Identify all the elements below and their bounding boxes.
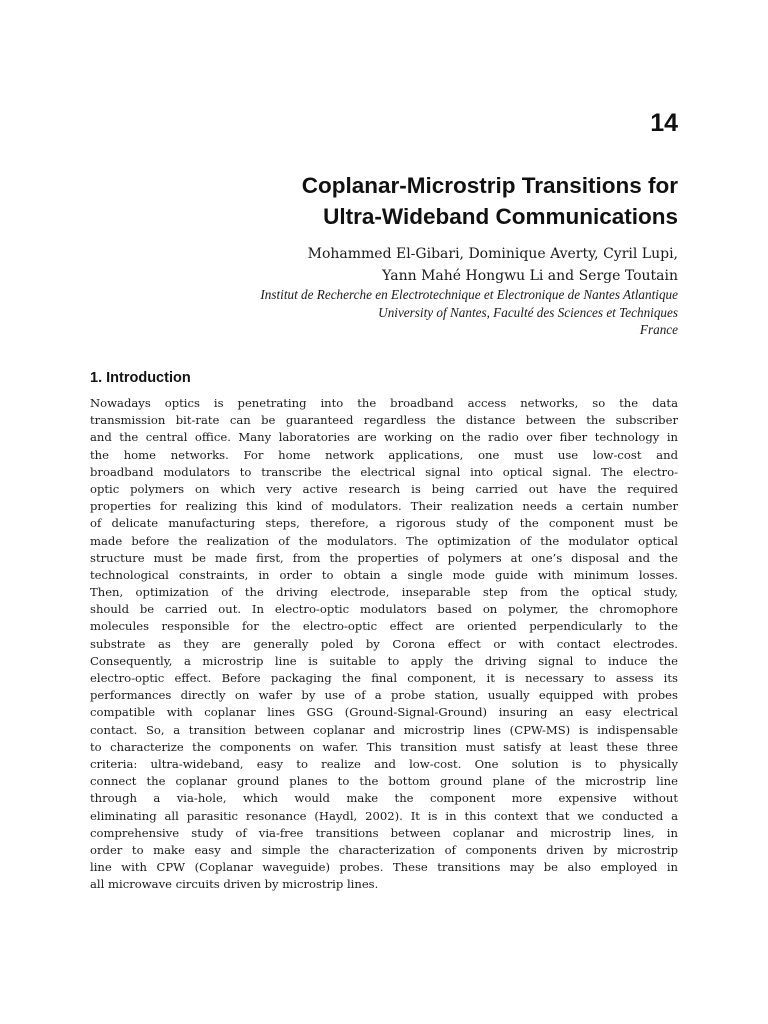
affiliation-line: University of Nantes, Faculté des Sciences et Techniques <box>378 304 678 320</box>
body-text-line: contact. So, a transition between coplanar and microstrip lines (CPW-MS) is indispensable <box>90 722 678 737</box>
body-text-line: the home networks. For home network applications, one must use low-cost and <box>90 447 678 462</box>
body-text-line: substrate as they are generally poled by Corona effect or with contact electrodes. <box>90 636 678 651</box>
body-text-line: eliminating all parasitic resonance (Haydl, 2002). It is in this context that we conducted a <box>90 808 678 823</box>
author-line: Mohammed El-Gibari, Dominique Averty, Cyril Lupi, <box>307 246 678 262</box>
body-text-line: through a via-hole, which would make the component more expensive without <box>90 791 678 806</box>
affiliation <box>78 286 678 339</box>
body-text-line: all microwave circuits driven by microstrip lines. <box>90 877 379 892</box>
body-text-line: structure must be made first, from the properties of polymers at one’s disposal and the <box>90 550 678 565</box>
chapter-number: 14 <box>650 109 678 137</box>
body-text-line: performances directly on wafer by use of a probe station, usually equipped with probes <box>90 688 678 703</box>
author-line: Yann Mahé Hongwu Li and Serge Toutain <box>382 268 678 284</box>
chapter-title-line: Coplanar-Microstrip Transitions for <box>301 173 678 198</box>
body-text-line: of delicate manufacturing steps, therefore, a rigorous study of the component must be <box>90 516 678 531</box>
body-text-line: connect the coplanar ground planes to the bottom ground plane of the microstrip line <box>90 774 678 789</box>
body-text-line: criteria: ultra-wideband, easy to realize and low-cost. One solution is to physically <box>90 756 678 771</box>
body-text-line: to characterize the components on wafer. This transition must satisfy at least these three <box>90 739 678 754</box>
body-text-line: molecules responsible for the electro-optic effect are oriented perpendicularly to the <box>90 619 678 634</box>
body-text-line: comprehensive study of via-free transitions between coplanar and microstrip lines, in <box>90 825 678 840</box>
author-list <box>118 243 678 287</box>
section-body <box>90 395 678 893</box>
body-text-line: order to make easy and simple the characterization of components driven by microstrip <box>90 842 678 857</box>
section-heading: 1. Introduction <box>90 370 191 386</box>
body-text-line: electro-optic effect. Before packaging the final component, it is necessary to assess its <box>90 671 678 685</box>
body-text-line: should be carried out. In electro-optic modulators based on polymer, the chromophore <box>90 602 678 617</box>
body-text-line: compatible with coplanar lines GSG (Ground-Signal-Ground) insuring an easy electrical <box>90 705 678 720</box>
body-text-line: technological constraints, in order to obtain a single mode guide with minimum losses. <box>90 567 678 582</box>
body-text-line: transmission bit-rate can be guaranteed regardless the distance between the subscriber <box>90 413 678 428</box>
body-text-line: optic polymers on which very active research is being carried out have the required <box>90 481 678 496</box>
body-text-line: properties for realizing this kind of modulators. Their realization needs a certain number <box>90 499 678 514</box>
body-text-line: made before the realization of the modulators. The optimization of the modulator optical <box>90 533 678 548</box>
chapter-title <box>118 170 678 232</box>
affiliation-line: Institut de Recherche en Electrotechnique et Electronique de Nantes Atlantique <box>260 287 678 302</box>
chapter-title-line: Ultra-Wideband Communications <box>323 204 678 229</box>
body-text-line: line with CPW (Coplanar waveguide) probes. These transitions may be also employed in <box>90 860 678 875</box>
body-text-line: and the central office. Many laboratories are working on the radio over fiber technology in <box>90 430 678 445</box>
body-text-line: Then, optimization of the driving electrode, inseparable step from the optical study, <box>90 585 678 600</box>
body-text-line: Nowadays optics is penetrating into the broadband access networks, so the data <box>90 396 678 410</box>
body-text-line: Consequently, a microstrip line is suitable to apply the driving signal to induce the <box>90 653 678 668</box>
body-text-line: broadband modulators to transcribe the electrical signal into optical signal. The electro- <box>90 464 678 479</box>
affiliation-line: France <box>639 322 678 337</box>
